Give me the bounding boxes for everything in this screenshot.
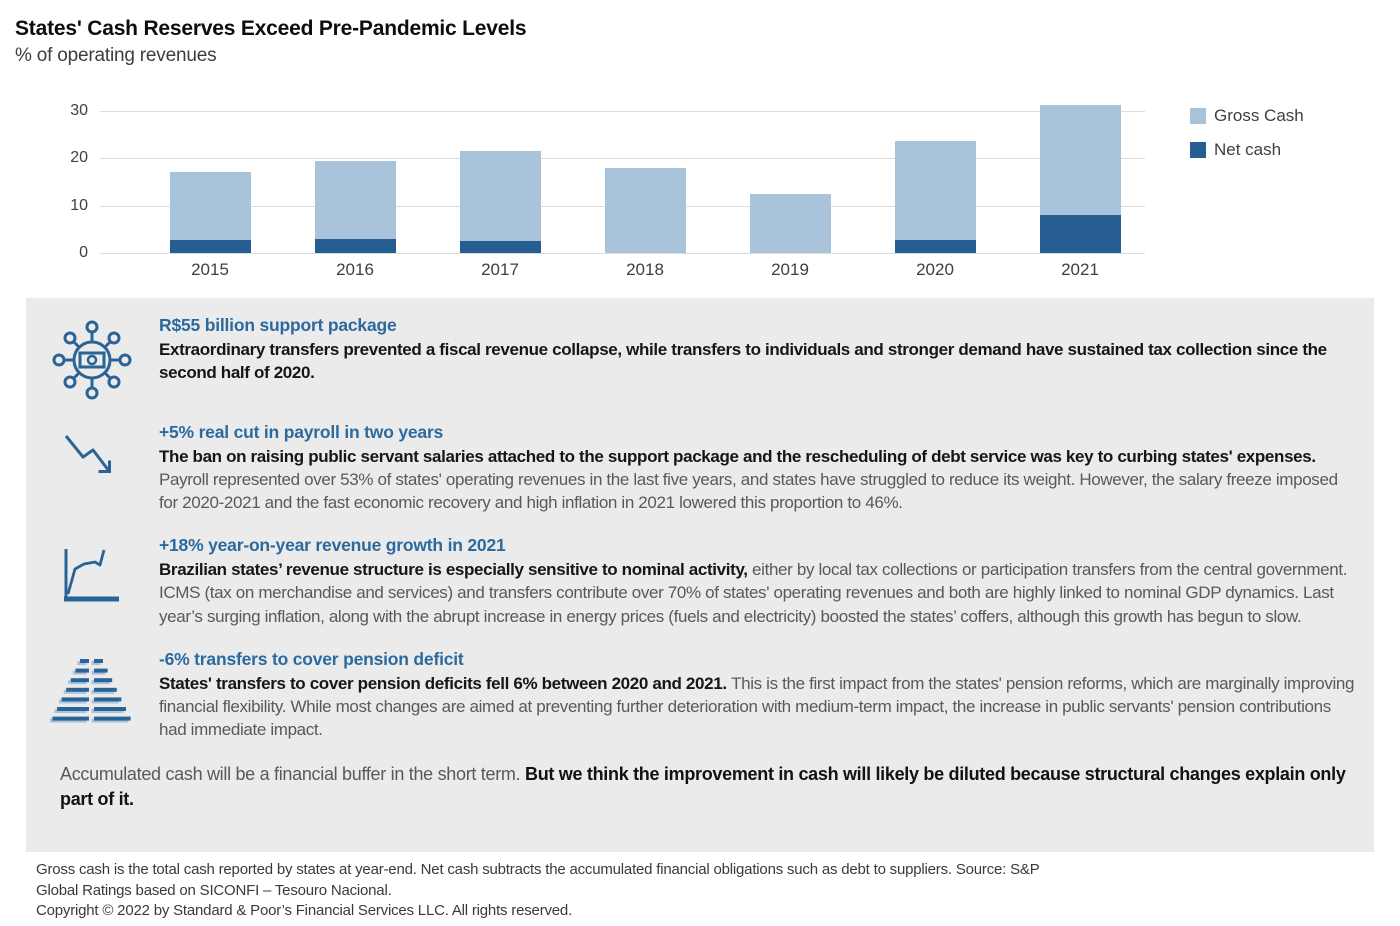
section-body-regular: either by local tax collections or participation transfers from the central government. ICMS (tax on merchandise and services) and transfers contribute over 70% of states' operating revenues and both are highly linked to nominal GDP dynamics. Last year’s surging inflation, along with the abrupt increase in energy prices (fuels and electricity) boosted the states’ coffers, although this growth has begun to slow. (159, 560, 1348, 626)
legend-swatch-icon (1190, 142, 1206, 158)
x-axis-label-2018: 2018 (626, 260, 664, 279)
gridline (100, 253, 1145, 254)
legend-item (1190, 106, 1304, 126)
section-icon-cell (40, 535, 144, 627)
legend-label: Gross Cash (1214, 106, 1304, 125)
bar-gross-cash-2017 (460, 151, 541, 253)
legend-item (1190, 140, 1304, 160)
section-body-bold: Brazilian states’ revenue structure is especially sensitive to nominal activity, (159, 560, 753, 580)
y-axis-tick-label: 30 (70, 102, 88, 119)
bar-net-cash-2021 (1040, 215, 1121, 253)
section-body-bold: The ban on raising public servant salaries attached to the support package and the rescheduling of debt service was key to curbing states' expenses. (159, 447, 1316, 466)
highlight-section (40, 535, 1358, 627)
bar-net-cash-2015 (170, 240, 251, 253)
section-body-regular: Payroll represented over 53% of states' operating revenues in the last five years, and states have struggled to reduce its weight. However, the salary freeze imposed for 2020-2021 and the fast economic recovery and high inflation in 2021 lowered this proportion to 46%. (159, 470, 1338, 513)
section-body (159, 445, 1358, 514)
section-heading-4: -6% transfers to cover pension deficit (159, 648, 464, 669)
section-body-regular: This is the first impact from the states' pension reforms, which are marginally improving financial flexibility. While most changes are aimed at preventing further deterioration with medium-term impact, the increase in public servants' pension contributions had immediate impact. (159, 673, 1355, 739)
y-axis-tick-label: 20 (70, 149, 88, 167)
closing-paragraph (60, 762, 1358, 812)
bar-gross-cash-2019 (750, 194, 831, 253)
bar-net-cash-2020 (895, 240, 976, 253)
page-title: States' Cash Reserves Exceed Pre-Pandemic Levels (15, 17, 527, 40)
section-heading-2: +5% real cut in payroll in two years (159, 422, 444, 442)
gridline (100, 111, 1145, 112)
closing-bold-text: But we think the improvement in cash will likely be diluted because structural changes explain only part of it. (60, 763, 1346, 810)
chart-subtitle: % of operating revenues (15, 45, 217, 67)
section-body (159, 558, 1358, 627)
section-heading-3: +18% year-on-year revenue growth in 2021 (159, 535, 506, 556)
section-body-bold: States' transfers to cover pension deficits fell 6% between 2020 and 2021. (159, 673, 732, 693)
chart-legend (1190, 106, 1304, 174)
closing-regular-text: Accumulated cash will be a financial buffer in the short term. (60, 763, 526, 784)
y-axis-tick-label: 10 (70, 196, 88, 214)
highlight-section (40, 315, 1358, 401)
x-axis-label-2017: 2017 (481, 260, 519, 279)
bar-gross-cash-2018 (605, 168, 686, 253)
bar-net-cash-2017 (460, 241, 541, 253)
section-icon-cell (40, 315, 144, 401)
footnote (36, 860, 1366, 922)
x-axis-label-2015: 2015 (191, 260, 229, 279)
x-axis-label-2020: 2020 (916, 260, 954, 279)
section-heading-1: R$55 billion support package (159, 315, 397, 335)
payroll-decline-icon (60, 426, 124, 490)
highlight-sections (40, 315, 1358, 741)
bar-gross-cash-2020 (895, 141, 976, 253)
gridline (100, 158, 1145, 159)
pension-pyramid-icon (50, 653, 134, 731)
highlight-section (40, 649, 1358, 741)
x-axis-label-2019: 2019 (771, 260, 809, 279)
copyright-note: Copyright © 2022 by Standard & Poor’s Financial Services LLC. All rights reserved. (36, 902, 573, 920)
source-note: Gross cash is the total cash reported by states at year-end. Net cash subtracts the accumulated financial obligations such as debt to suppliers. Source: S&P Global Ratings based on SICONFI – Tesouro Nacional. (36, 861, 1040, 899)
section-icon-cell (40, 649, 144, 741)
section-body (159, 338, 1358, 384)
section-body-bold: Extraordinary transfers prevented a fiscal revenue collapse, while transfers to individuals and stronger demand have sustained tax collection since the second half of 2020. (159, 340, 1327, 383)
bar-net-cash-2016 (315, 239, 396, 253)
revenue-growth-icon (57, 539, 127, 609)
legend-swatch-icon (1190, 108, 1206, 124)
highlight-section (40, 422, 1358, 514)
y-axis-tick-label: 0 (79, 244, 88, 261)
highlights-panel (26, 298, 1374, 852)
money-distribution-icon (51, 319, 133, 401)
section-body (159, 672, 1358, 741)
section-icon-cell (40, 422, 144, 514)
x-axis-label-2021: 2021 (1061, 260, 1099, 279)
x-axis-label-2016: 2016 (336, 260, 374, 279)
legend-label: Net cash (1214, 140, 1282, 159)
